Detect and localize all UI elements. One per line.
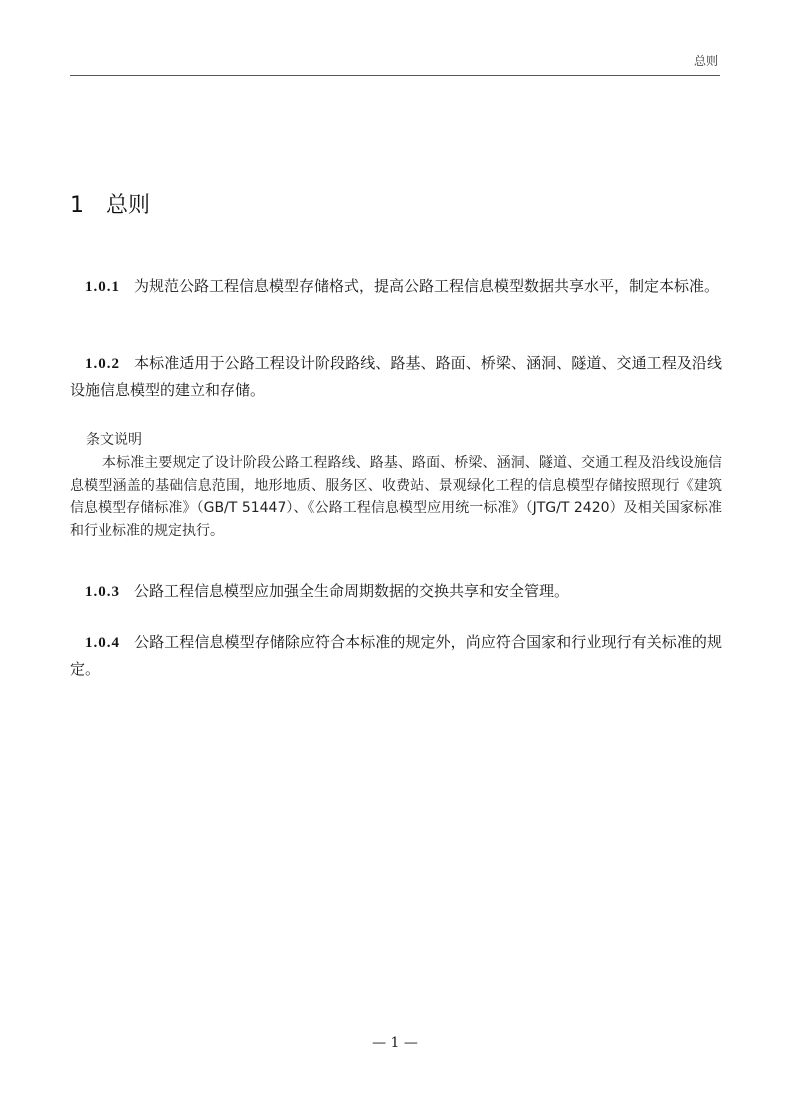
clause-text: 为规范公路工程信息模型存储格式，提高公路工程信息模型数据共享水平，制定本标准。 — [134, 277, 720, 295]
clause-number: 1.0.1 — [85, 279, 120, 295]
header-rule — [70, 75, 720, 76]
clause-text: 本标准适用于公路工程设计阶段路线、路基、路面、桥梁、涵洞、隧道、交通工程及沿线设施信息模型的建立和存储。 — [70, 354, 722, 399]
clause-number: 1.0.3 — [85, 584, 120, 600]
page-number: — 1 — — [372, 1035, 418, 1051]
clause-text: 公路工程信息模型应加强全生命周期数据的交换共享和安全管理。 — [134, 582, 570, 600]
chapter-title-text: 总则 — [106, 192, 151, 218]
clause-1-0-1 — [70, 273, 722, 300]
clause-number: 1.0.4 — [85, 635, 120, 651]
chapter-title — [70, 188, 150, 219]
clause-explanation — [70, 429, 722, 542]
clause-1-0-3 — [70, 578, 722, 605]
clause-1-0-4 — [70, 629, 722, 682]
explanation-body: 本标准主要规定了设计阶段公路工程路线、路基、路面、桥梁、涵洞、隧道、交通工程及沿线设施信息模型涵盖的基础信息范围，地形地质、服务区、收费站、景观绿化工程的信息模型存储按照现行《建筑信息模型存储标准》（GB/T 51447）、《公路工程信息模型应用统一标准》（JTG/T 2420）及相关国家标准和行业标准的规定执行。 — [70, 455, 722, 539]
explanation-heading: 条文说明 — [86, 432, 142, 448]
running-header: 总则 — [693, 54, 718, 68]
clause-text: 公路工程信息模型存储除应符合本标准的规定外，尚应符合国家和行业现行有关标准的规定。 — [70, 633, 722, 678]
clause-number: 1.0.2 — [85, 356, 120, 372]
chapter-number: 1 — [70, 192, 84, 218]
clause-1-0-2 — [70, 350, 722, 403]
